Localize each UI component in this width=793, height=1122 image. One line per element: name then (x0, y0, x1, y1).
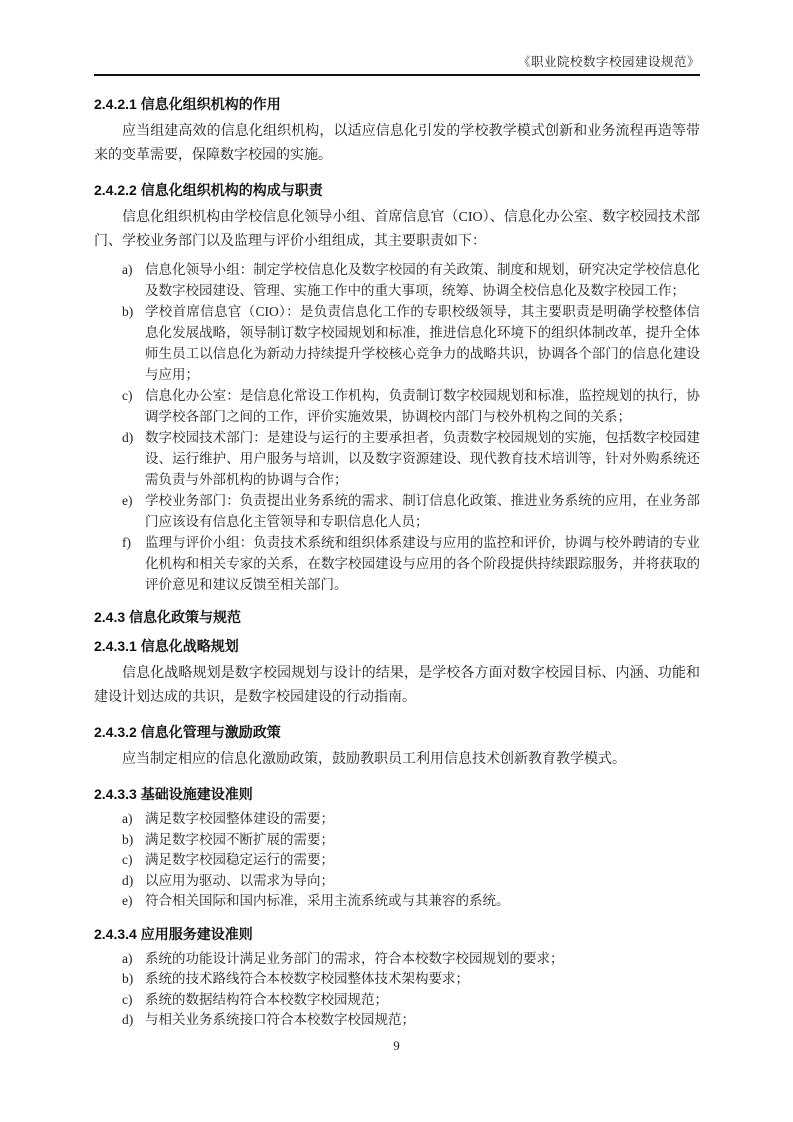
paragraph: 信息化战略规划是数字校园规划与设计的结果，是学校各方面对数字校园目标、内涵、功能和建设计划达成的共识，是数字校园建设的行动指南。 (94, 666, 700, 705)
list-item (122, 1010, 700, 1031)
list-item-marker: f) (122, 535, 131, 550)
list-item-text: 系统的功能设计满足业务部门的需求，符合本校数字校园规划的要求； (145, 950, 564, 966)
heading-2-4-3-4: 2.4.3.4 应用服务建设准则 (94, 925, 253, 942)
list-item-marker: b) (122, 304, 134, 319)
list-item-text: 满足数字校园整体建设的需要； (145, 811, 334, 826)
application-criteria-list (122, 949, 700, 1031)
list-item-text: 满足数字校园稳定运行的需要； (145, 852, 334, 867)
list-item-text: 信息化领导小组：制定学校信息化及数字校园的有关政策、制度和规划，研究决定学校信息化及数字校园建设、管理、实施工作中的重大事项，统筹、协调全校信息化及数字校园工作； (145, 262, 700, 298)
list-item-text: 信息化办公室：是信息化常设工作机构，负责制订数字校园规划和标准，监控规划的执行，协调学校各部门之间的工作，评价实施效果，协调校内部门与校外机构之间的关系； (145, 388, 700, 424)
heading-2-4-2-2: 2.4.2.2 信息化组织机构的构成与职责 (94, 182, 323, 198)
page-header (94, 0, 700, 76)
list-item-text: 以应用为驱动、以需求为导向； (145, 872, 334, 888)
paragraph: 应当制定相应的信息化激励政策，鼓励教职员工利用信息技术创新教育教学模式。 (122, 752, 626, 767)
responsibility-list (122, 259, 700, 595)
heading-2-4-3: 2.4.3 信息化政策与规范 (94, 609, 242, 625)
page-content (94, 94, 700, 1031)
list-item-marker: a) (122, 811, 133, 826)
heading-2-4-2-1: 2.4.2.1 信息化组织机构的作用 (94, 96, 281, 112)
list-item (122, 969, 700, 990)
list-item-marker: e) (122, 893, 133, 908)
list-item (122, 427, 700, 490)
paragraph: 信息化组织机构由学校信息化领导小组、首席信息官（CIO）、信息化办公室、数字校园技术部门、学校业务部门以及监理与评价小组组成，其主要职责如下： (94, 210, 700, 249)
list-item-text: 满足数字校园不断扩展的需要； (145, 831, 334, 847)
list-item-text: 系统的数据结构符合本校数字校园规范； (145, 991, 388, 1007)
list-item (122, 949, 700, 970)
list-item-text: 数字校园技术部门：是建设与运行的主要承担者，负责数字校园规划的实施，包括数字校园建设、运行维护、用户服务与培训，以及数字资源建设、现代教育技术培训等，针对外购系统还需负责与外部机构的协调与合作； (145, 430, 700, 487)
list-item-marker: e) (122, 493, 133, 508)
list-item (122, 850, 700, 871)
paragraph: 应当组建高效的信息化组织机构，以适应信息化引发的学校教学模式创新和业务流程再造等带来的变革需要，保障数字校园的实施。 (94, 124, 700, 163)
list-item-text: 符合相关国际和国内标准，采用主流系统或与其兼容的系统。 (145, 893, 510, 908)
list-item-marker: a) (122, 262, 133, 277)
list-item-marker: b) (122, 831, 134, 847)
list-item (122, 891, 700, 912)
infrastructure-criteria-list (122, 809, 700, 912)
list-item-marker: b) (122, 971, 134, 986)
list-item-text: 与相关业务系统接口符合本校数字校园规范； (145, 1012, 415, 1027)
list-item-marker: d) (122, 1012, 134, 1027)
list-item-text: 系统的技术路线符合本校数字校园整体技术架构要求； (145, 971, 469, 986)
list-item-text: 学校首席信息官（CIO）：是负责信息化工作的专职校级领导，其主要职责是明确学校整体信息化发展战略，领导制订数字校园规划和标准，推进信息化环境下的组织体制改革，提升全体师生员工以信息化为新动力持续提升学校核心竞争力的战略共识，协调各个部门的信息化建设与应用； (145, 304, 700, 382)
document-title: 《职业院校数字校园建设规范》 (517, 55, 700, 69)
list-item (122, 871, 700, 892)
list-item-marker: d) (122, 872, 134, 888)
list-item-marker: a) (122, 950, 133, 966)
list-item (122, 490, 700, 532)
list-item (122, 532, 700, 595)
list-item-marker: c) (122, 991, 133, 1007)
list-item (122, 259, 700, 301)
heading-2-4-3-2: 2.4.3.2 信息化管理与激励政策 (94, 724, 281, 740)
list-item (122, 830, 700, 851)
list-item-marker: d) (122, 430, 134, 445)
heading-2-4-3-1: 2.4.3.1 信息化战略规划 (94, 638, 239, 654)
list-item (122, 990, 700, 1011)
list-item-text: 监理与评价小组：负责技术系统和组织体系建设与应用的监控和评价，协调与校外聘请的专业化机构和相关专家的关系，在数字校园建设与应用的各个阶段提供持续跟踪服务，并将获取的评价意见和建议反馈至相关部门。 (145, 535, 700, 592)
heading-2-4-3-3: 2.4.3.3 基础设施建设准则 (94, 786, 253, 802)
page-footer (0, 1038, 793, 1054)
list-item-marker: c) (122, 388, 133, 403)
page-number: 9 (393, 1038, 400, 1053)
list-item-text: 学校业务部门：负责提出业务系统的需求、制订信息化政策、推进业务系统的应用，在业务部门应该设有信息化主管领导和专职信息化人员； (145, 493, 700, 529)
list-item (122, 385, 700, 427)
list-item (122, 301, 700, 385)
list-item (122, 809, 700, 830)
list-item-marker: c) (122, 852, 133, 867)
